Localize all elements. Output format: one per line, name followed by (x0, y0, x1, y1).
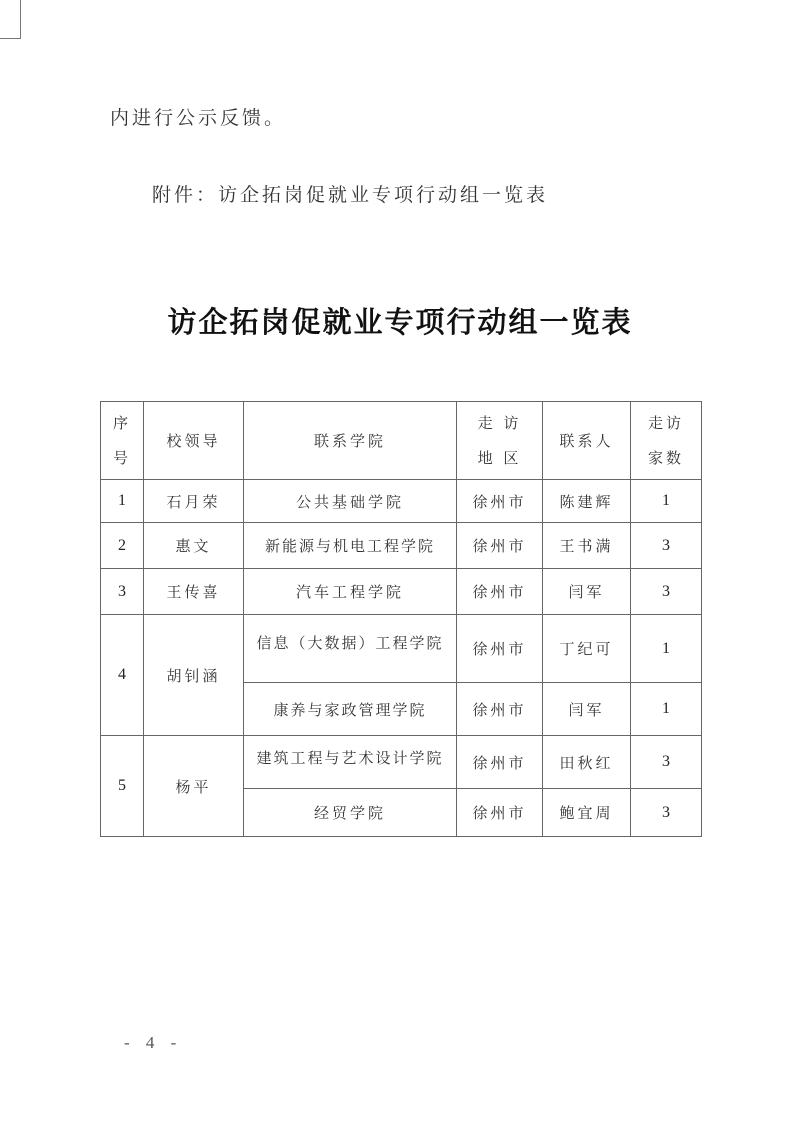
leader-cell: 惠文 (144, 523, 244, 569)
region-cell: 徐州市 (457, 736, 543, 789)
count-cell: 3 (631, 789, 702, 837)
region-cell: 徐州市 (457, 683, 543, 736)
college-cell: 汽车工程学院 (244, 569, 457, 615)
page-title: 访企拓岗促就业专项行动组一览表 (167, 305, 633, 339)
region-cell: 徐州市 (457, 480, 543, 523)
header-count: 走访 家数 (631, 402, 702, 480)
table-row (101, 480, 702, 523)
table-row (101, 736, 702, 789)
header-seq: 序 号 (101, 402, 144, 480)
seq-cell: 4 (101, 615, 144, 736)
region-cell: 徐州市 (457, 523, 543, 569)
contact-cell: 王书满 (543, 523, 631, 569)
leader-cell: 胡钊涵 (144, 615, 244, 736)
leader-cell: 杨平 (144, 736, 244, 837)
table-row (101, 523, 702, 569)
header-college: 联系学院 (244, 402, 457, 480)
region-cell: 徐州市 (457, 569, 543, 615)
action-group-table (100, 401, 702, 837)
seq-cell: 3 (101, 569, 144, 615)
table-header-row (101, 402, 702, 480)
page-number: - 4 - (124, 1033, 183, 1052)
contact-cell: 丁纪可 (543, 615, 631, 683)
college-cell: 康养与家政管理学院 (244, 683, 457, 736)
contact-cell: 闫军 (543, 683, 631, 736)
table-row (101, 615, 702, 683)
contact-cell: 闫军 (543, 569, 631, 615)
count-cell: 3 (631, 523, 702, 569)
region-cell: 徐州市 (457, 789, 543, 837)
contact-cell: 田秋红 (543, 736, 631, 789)
college-cell: 公共基础学院 (244, 480, 457, 523)
contact-cell: 鲍宜周 (543, 789, 631, 837)
college-cell: 新能源与机电工程学院 (244, 523, 457, 569)
count-cell: 1 (631, 615, 702, 683)
leader-cell: 王传喜 (144, 569, 244, 615)
page-corner-mark (0, 0, 21, 39)
count-cell: 1 (631, 683, 702, 736)
leader-cell: 石月荣 (144, 480, 244, 523)
count-cell: 3 (631, 736, 702, 789)
body-text-line: 内进行公示反馈。 (110, 107, 287, 129)
header-contact: 联系人 (543, 402, 631, 480)
count-cell: 3 (631, 569, 702, 615)
college-cell: 建筑工程与艺术设计学院 (244, 736, 457, 789)
count-cell: 1 (631, 480, 702, 523)
attachment-note: 附件：访企拓岗促就业专项行动组一览表 (152, 184, 549, 206)
header-leader: 校领导 (144, 402, 244, 480)
seq-cell: 2 (101, 523, 144, 569)
header-region: 走 访 地 区 (457, 402, 543, 480)
college-cell: 信息（大数据）工程学院 (244, 615, 457, 683)
seq-cell: 5 (101, 736, 144, 837)
contact-cell: 陈建辉 (543, 480, 631, 523)
college-cell: 经贸学院 (244, 789, 457, 837)
table-row (101, 569, 702, 615)
seq-cell: 1 (101, 480, 144, 523)
region-cell: 徐州市 (457, 615, 543, 683)
